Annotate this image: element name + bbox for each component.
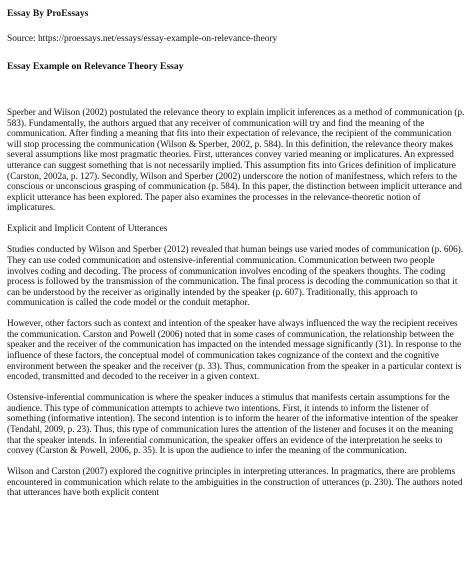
- body-paragraph: Wilson and Carston (2007) explored the cognitive principles in interpreting utterances. In pragmatics, there are problems encountered in communication which relate to the ambiguities in the construction of utterances (p. 230). The authors noted that utterances have both explicit content: [7, 467, 463, 499]
- essay-body: [7, 108, 468, 509]
- source-link[interactable]: https://proessays.net/essays/essay-example-on-relevance-theory: [37, 34, 278, 44]
- essay-title: Essay Example on Relevance Theory Essay: [7, 61, 184, 72]
- site-title: Essay By ProEssays: [7, 8, 89, 19]
- body-paragraph: Studies conducted by Wilson and Sperber (2012) revealed that human beings use varied modes of communication (p. 606). They can use coded communication and ostensive-inferential communication. Communication between two people involves coding and decoding. The process of communication involves encoding of the speakers thoughts. The coding process is followed by the transmission of the communication. The final process is decoding the communication so that it can be understood by the receiver as originally intended by the speaker (p. 607). Traditionally, this approach to communication is called the code model or the conduit metaphor.: [7, 245, 464, 309]
- intro-paragraph: Sperber and Wilson (2002) postulated the relevance theory to explain implicit inferences as a method of communication (p. 583). Fundamentally, the authors argued that any receiver of communication will try and find the meaning of the communication. After finding a meaning that fits into their expectation of relevance, the recipient of the communication will stop processing the communication (Wilson & Sperber, 2002, p. 584). In this definition, the relevance theory makes several assumptions like most pragmatic theories. First, utterances convey varied meaning or implicatures. An expressed utterance can suggest something that is not necessarily implied. This assumption fits into Grices definition of implicature (Carston, 2002a, p. 127). Secondly, Wilson and Sperber (2002) underscore the notion of manifestness, which refers to the conscious or unconscious grasping of communication (p. 584). In this paper, the distinction between implicit utterance and explicit utterance has been explored. The paper also examines the processes in the relevance-theoretic notion of implicatures.: [7, 108, 465, 214]
- body-paragraph: However, other factors such as context and intention of the speaker have always influenced the way the recipient receives the communication. Carston and Powell (2006) noted that in some cases of communication, the relationship between the speaker and the receiver of the communication has impacted on the intended message significantly (31). In response to the influence of these factors, the conceptual model of communication takes cognizance of the context and the cognitive environment between the speaker and the receiver (p. 33). Thus, communication from the speaker in a particular context is encoded, transmitted and decoded to the receiver in a given context.: [7, 319, 462, 383]
- section-heading: Explicit and Implicit Content of Utterances: [7, 224, 168, 235]
- source-line: [7, 34, 277, 44]
- body-paragraph: Ostensive-inferential communication is where the speaker induces a stimulus that manifests certain assumptions for the audience. This type of communication attempts to achieve two intentions. First, it intends to inform the listener of something (informative intention). The second intention is to inform the hearer of the informative intention of the speaker (Tendahl, 2009, p. 23). Thus, this type of communication lures the attention of the listener and focuses it on the meaning that the speaker intends. In inferential communication, the speaker offers an evidence of the interpretation he seeks to convey (Carston & Powell, 2006, p. 35). It is upon the audience to infer the meaning of the communication.: [7, 393, 459, 457]
- source-label: Source:: [7, 34, 36, 44]
